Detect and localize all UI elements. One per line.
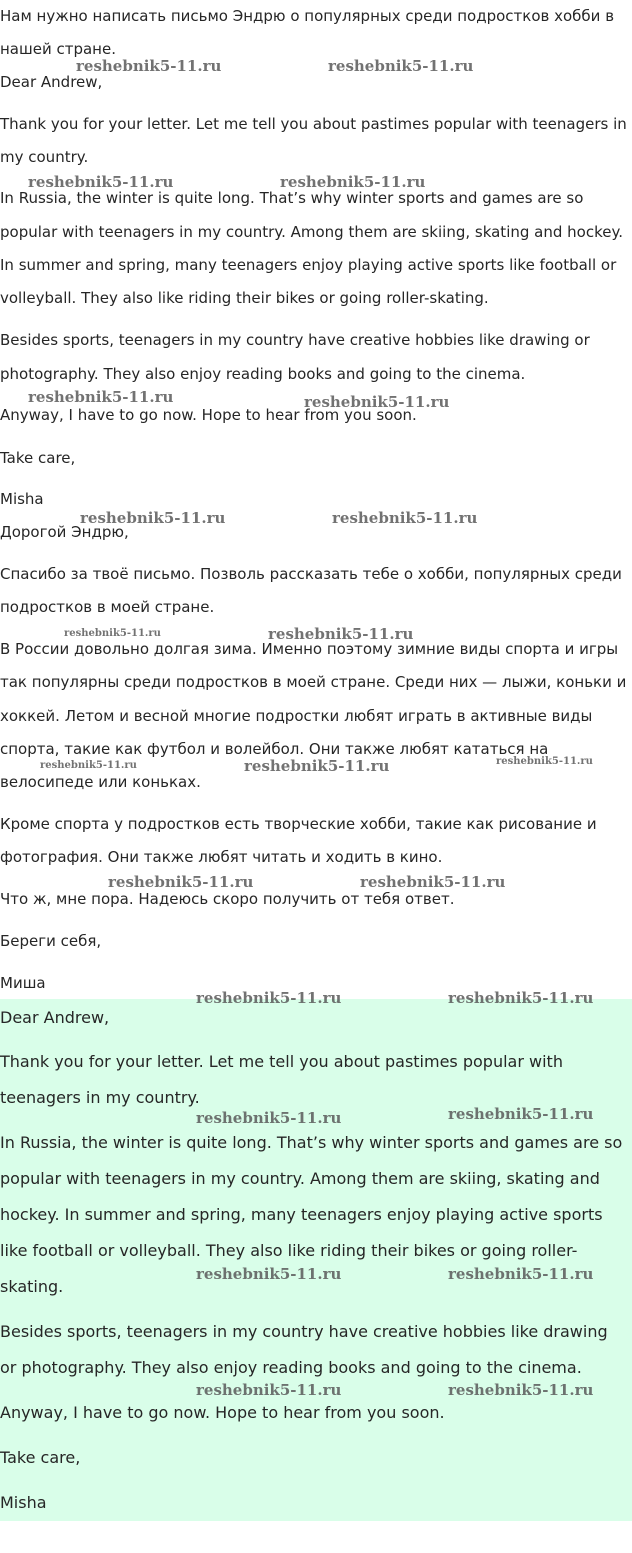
watermark: reshebnik5-11.ru: [496, 756, 593, 767]
hl-p2-line-4: like football or volleyball. They also like riding their bikes or going roller-: [0, 1241, 578, 1260]
hl-greeting: Dear Andrew,: [0, 1008, 110, 1027]
en-greeting: Dear Andrew,: [0, 73, 103, 91]
watermark: reshebnik5-11.ru: [108, 873, 254, 891]
ru-p2-line-1: В России довольно долгая зима. Именно поэтому зимние виды спорта и игры: [0, 640, 619, 658]
hl-p3-line-2: or photography. They also enjoy reading books and going to the cinema.: [0, 1358, 582, 1377]
ru-closing: Береги себя,: [0, 932, 102, 950]
hl-p2-line-5: skating.: [0, 1277, 64, 1296]
ru-p1-line-1: Спасибо за твоё письмо. Позволь рассказать тебе о хобби, популярных среди: [0, 565, 622, 583]
watermark: reshebnik5-11.ru: [280, 173, 426, 191]
en-p1-line-2: my country.: [0, 148, 89, 166]
watermark: reshebnik5-11.ru: [448, 989, 594, 1007]
hl-p4: Anyway, I have to go now. Hope to hear from you soon.: [0, 1403, 445, 1422]
watermark: reshebnik5-11.ru: [28, 173, 174, 191]
en-signature: Misha: [0, 490, 44, 508]
watermark: reshebnik5-11.ru: [328, 57, 474, 75]
en-p4: Anyway, I have to go now. Hope to hear from you soon.: [0, 406, 417, 424]
ru-p3-line-2: фотография. Они также любят читать и ходить в кино.: [0, 848, 443, 866]
watermark: reshebnik5-11.ru: [448, 1105, 594, 1123]
watermark: reshebnik5-11.ru: [448, 1265, 594, 1283]
watermark: reshebnik5-11.ru: [268, 625, 414, 643]
watermark: reshebnik5-11.ru: [196, 1381, 342, 1399]
hl-p2-line-2: popular with teenagers in my country. Among them are skiing, skating and: [0, 1169, 600, 1188]
hl-p1-line-2: teenagers in my country.: [0, 1088, 200, 1107]
watermark: reshebnik5-11.ru: [196, 1109, 342, 1127]
watermark: reshebnik5-11.ru: [80, 509, 226, 527]
ru-p4: Что ж, мне пора. Надеюсь скоро получить от тебя ответ.: [0, 890, 455, 908]
task-line-1: Нам нужно написать письмо Эндрю о популярных среди подростков хобби в: [0, 7, 615, 25]
hl-p3-line-1: Besides sports, teenagers in my country have creative hobbies like drawing: [0, 1322, 608, 1341]
watermark: reshebnik5-11.ru: [196, 989, 342, 1007]
ru-p3-line-1: Кроме спорта у подростков есть творческие хобби, такие как рисование и: [0, 815, 597, 833]
watermark: reshebnik5-11.ru: [64, 628, 161, 639]
highlighted-letter-block: [0, 999, 632, 1521]
hl-p2-line-3: hockey. In summer and spring, many teenagers enjoy playing active sports: [0, 1205, 603, 1224]
ru-greeting: Дорогой Эндрю,: [0, 523, 129, 541]
watermark: reshebnik5-11.ru: [332, 509, 478, 527]
en-p3-line-2: photography. They also enjoy reading books and going to the cinema.: [0, 365, 526, 383]
en-p2-line-1: In Russia, the winter is quite long. That’s why winter sports and games are so: [0, 189, 584, 207]
hl-closing: Take care,: [0, 1448, 81, 1467]
hl-p1-line-1: Thank you for your letter. Let me tell you about pastimes popular with: [0, 1052, 563, 1071]
watermark: reshebnik5-11.ru: [76, 57, 222, 75]
en-p3-line-1: Besides sports, teenagers in my country have creative hobbies like drawing or: [0, 331, 590, 349]
en-p2-line-3: In summer and spring, many teenagers enjoy playing active sports like football or: [0, 256, 617, 274]
hl-p2-line-1: In Russia, the winter is quite long. That’s why winter sports and games are so: [0, 1133, 623, 1152]
watermark: reshebnik5-11.ru: [360, 873, 506, 891]
hl-signature: Misha: [0, 1493, 47, 1512]
ru-p1-line-2: подростков в моей стране.: [0, 598, 215, 616]
ru-p2-line-2: так популярны среди подростков в моей стране. Среди них — лыжи, коньки и: [0, 673, 627, 691]
watermark: reshebnik5-11.ru: [40, 760, 137, 771]
watermark: reshebnik5-11.ru: [28, 388, 174, 406]
watermark: reshebnik5-11.ru: [448, 1381, 594, 1399]
watermark: reshebnik5-11.ru: [244, 757, 390, 775]
watermark: reshebnik5-11.ru: [304, 393, 450, 411]
watermark: reshebnik5-11.ru: [196, 1265, 342, 1283]
ru-p2-line-4: спорта, такие как футбол и волейбол. Они также любят кататься на: [0, 740, 549, 758]
task-line-2: нашей стране.: [0, 40, 116, 58]
ru-p2-line-5: велосипеде или коньках.: [0, 773, 201, 791]
ru-signature: Миша: [0, 974, 46, 992]
ru-p2-line-3: хоккей. Летом и весной многие подростки любят играть в активные виды: [0, 707, 593, 725]
en-p2-line-4: volleyball. They also like riding their bikes or going roller-skating.: [0, 289, 489, 307]
en-closing: Take care,: [0, 449, 76, 467]
en-p2-line-2: popular with teenagers in my country. Among them are skiing, skating and hockey.: [0, 223, 623, 241]
en-p1-line-1: Thank you for your letter. Let me tell you about pastimes popular with teenagers in: [0, 115, 627, 133]
